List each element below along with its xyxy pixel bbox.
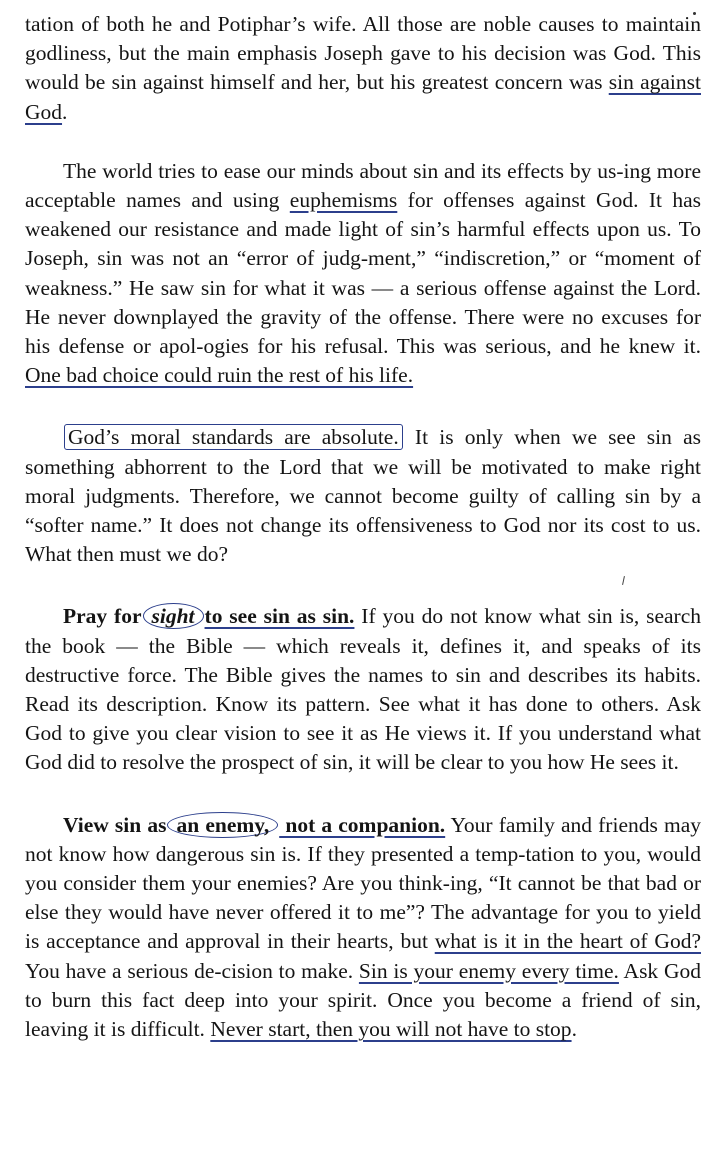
- spacer: [25, 127, 701, 157]
- paragraph-5-text: Your family and friends may not know how dangerous sin is. If they presented a temp-tation to you, would you consider them your enemies? Are you think-ing, “It cannot be that bad or else they would have never offered it to me”? The advantage for you to yield is acceptance and approval in their hearts, but: [25, 812, 702, 954]
- paragraph-4-text: If you do not know what sin is, search the book — the Bible — which reveals it, defines it, and speaks of its destructive force. The Bible gives the names to sin and describes its habits. Read its description. Know its pattern. See what it has done to others. Ask God to give you clear vision to see it as He views it. If you understand what God did to resolve the prospect of sin, it will be clear to you how He sees it.: [25, 604, 702, 775]
- underline-euphemisms: euphemisms: [289, 188, 398, 213]
- boxed-moral-standards: God’s moral standards are absolute.: [64, 424, 403, 450]
- heading-pray-for: Pray for: [63, 604, 142, 629]
- underline-never-start: Never start, then you will not have to stop: [210, 1017, 572, 1042]
- paragraph-5-text-cont2: Ask God to burn this fact deep into your spirit. Once you become a friend of sin, leaving it is difficult.: [25, 958, 701, 1042]
- heading-view-sin-as: View sin as: [63, 812, 167, 837]
- paragraph-1-text: tation of both he and Potiphar’s wife. All those are noble causes to maintain godliness, but the main emphasis Joseph gave to his decision was God. This would be sin against himself and her, but his greatest concern was: [25, 12, 701, 95]
- underline-one-bad-choice: One bad choice could ruin the rest of his life.: [25, 363, 414, 388]
- paragraph-3: [25, 423, 701, 569]
- heading-not-a-companion: not a companion.: [279, 812, 446, 837]
- paragraph-1: [25, 10, 701, 127]
- paragraph-5-text-cont: You have a serious de-cision to make.: [25, 958, 359, 983]
- spacer: [25, 569, 701, 602]
- circled-an-enemy: an enemy,: [167, 812, 278, 838]
- paragraph-5-end: .: [571, 1017, 577, 1042]
- underline-sin-is-your-enemy: Sin is your enemy every time.: [358, 958, 619, 983]
- spacer: [25, 778, 701, 811]
- paragraph-2-text-cont: for offenses against God. It has weakened our resistance and made light of sin’s harmful effects upon us. To Joseph, sin was not an “error of judg-ment,” “indiscretion,” or “moment of weakness.” He saw sin for what it was — a serious offense against the Lord. He never downplayed the gravity of the offense. There were no excuses for his defense or apol-ogies for his refusal. This was serious, and he knew it.: [25, 188, 701, 359]
- underline-heart-of-god: what is it in the heart of God?: [434, 929, 701, 954]
- heading-see-sin-as-sin: to see sin as sin.: [204, 604, 355, 629]
- paragraph-5: [25, 811, 701, 1045]
- circled-sight: sight: [143, 603, 204, 629]
- page-body: [25, 10, 701, 1044]
- spacer: [25, 390, 701, 423]
- paragraph-2-text: The world tries to ease our minds about sin and its effects by us-ing more acceptable names and using: [25, 158, 701, 213]
- underline-sin-against-god: sin against God: [25, 70, 701, 124]
- paragraph-2: [25, 157, 701, 391]
- paragraph-1-end: .: [62, 99, 68, 124]
- paragraph-3-text: It is only when we see sin as something abhorrent to the Lord that we will be motivated to make right moral judgments. Therefore, we cannot become guilty of calling sin by a “softer name.” It does not change its offensiveness to God nor its cost to us. What then must we do?: [25, 425, 701, 567]
- paragraph-4: [25, 602, 701, 777]
